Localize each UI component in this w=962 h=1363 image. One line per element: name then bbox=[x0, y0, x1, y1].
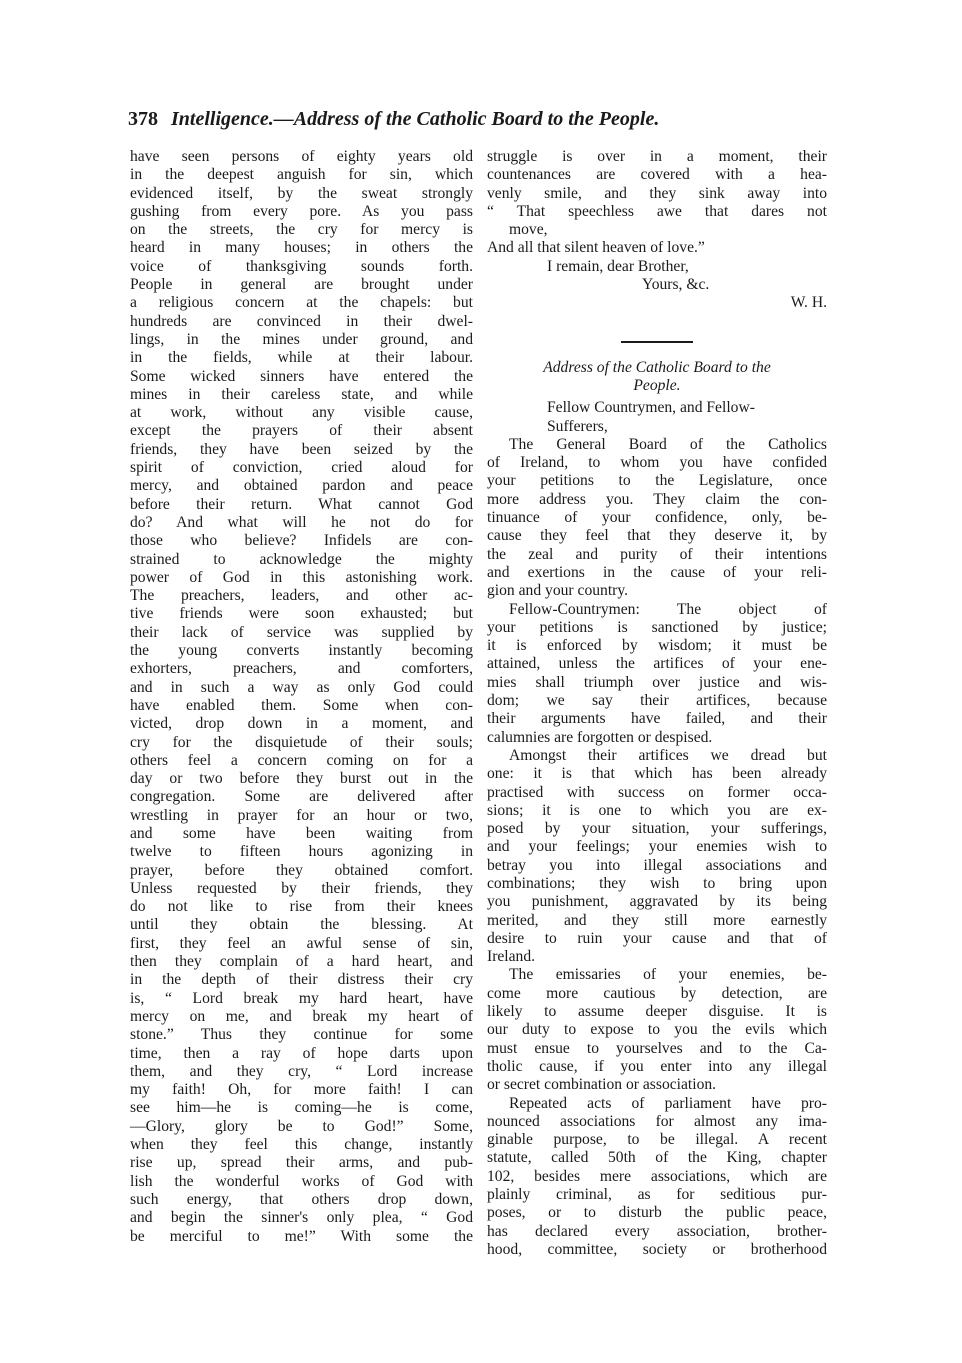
text-line: and exertions in the cause of your reli- bbox=[487, 563, 827, 581]
text-line: must ensue to yourselves and to the Ca- bbox=[487, 1039, 827, 1057]
text-line: have seen persons of eighty years old bbox=[130, 148, 473, 165]
text-line: calumnies are forgotten or despised. bbox=[487, 728, 713, 746]
text-line: except the prayers of their absent bbox=[130, 422, 473, 440]
text-line: lings, in the mines under ground, and bbox=[130, 330, 473, 348]
text-line: friends, they have been seized by the bbox=[130, 440, 473, 458]
right-column bbox=[487, 148, 827, 1259]
text-line: struggle is over in a moment, their bbox=[487, 148, 827, 165]
text-line: likely to assume deeper disguise. It is bbox=[487, 1003, 827, 1021]
closing-line: Yours, &c. bbox=[642, 276, 710, 294]
text-line: in the depth of their distress their cry bbox=[130, 971, 473, 989]
text-line: —Glory, glory be to God!” Some, bbox=[130, 1117, 473, 1135]
text-line: plainly criminal, as for seditious pur- bbox=[487, 1186, 827, 1204]
text-line: be merciful to me!” With some the bbox=[130, 1227, 473, 1245]
text-line: before their return. What cannot God bbox=[130, 495, 473, 513]
text-line: mies shall triumph over justice and wis- bbox=[487, 673, 827, 691]
text-line: The preachers, leaders, and other ac- bbox=[130, 587, 473, 605]
text-line: it is enforced by wisdom; it must be bbox=[487, 637, 827, 655]
text-line: gion and your country. bbox=[487, 582, 629, 600]
text-line: power of God in this astonishing work. bbox=[130, 568, 473, 586]
text-line: until they obtain the blessing. At bbox=[130, 916, 473, 934]
text-line: exhorters, preachers, and comforters, bbox=[130, 660, 473, 678]
text-line: “ That speechless awe that dares not bbox=[487, 202, 827, 220]
text-line: tinuance of your confidence, only, be- bbox=[487, 509, 827, 527]
text-line: hundreds are convinced in their dwel- bbox=[130, 312, 473, 330]
text-line: Some wicked sinners have entered the bbox=[130, 367, 473, 385]
text-line: attained, unless the artifices of your ene- bbox=[487, 655, 827, 673]
text-line: 102, besides mere associations, which are bbox=[487, 1167, 827, 1185]
text-line: heard in many houses; in others the bbox=[130, 239, 473, 257]
article-title: People. bbox=[633, 376, 681, 394]
text-line: see him—he is coming—he is come, bbox=[130, 1099, 473, 1117]
text-line: mercy, and obtained pardon and peace bbox=[130, 477, 473, 495]
text-line: victed, drop down in a moment, and bbox=[130, 715, 473, 733]
text-line: such energy, that others drop down, bbox=[130, 1190, 473, 1208]
text-line: a religious concern at the chapels: but bbox=[130, 294, 473, 312]
text-line: nounced associations for almost any ima- bbox=[487, 1112, 827, 1130]
text-line: them, and they cry, “ Lord increase bbox=[130, 1062, 473, 1080]
text-line: one: it is that which has been already bbox=[487, 765, 827, 783]
text-line: those who believe? Infidels are con- bbox=[130, 532, 473, 550]
text-line: Repeated acts of parliament have pro- bbox=[509, 1094, 827, 1112]
text-line: voice of thanksgiving sounds forth. bbox=[130, 257, 473, 275]
text-line: statute, called 50th of the King, chapter bbox=[487, 1149, 827, 1167]
text-line: ginable purpose, to be illegal. A recent bbox=[487, 1131, 827, 1149]
left-column bbox=[130, 148, 473, 1246]
text-line: on the streets, the cry for mercy is bbox=[130, 221, 473, 239]
text-line: in the deepest anguish for sin, which bbox=[130, 166, 473, 184]
text-line: and begin the sinner's only plea, “ God bbox=[130, 1209, 473, 1227]
text-line: evidenced itself, by the sweat strongly bbox=[130, 184, 473, 202]
text-line: Fellow-Countrymen: The object of bbox=[509, 600, 827, 618]
text-line: in the fields, while at their labour. bbox=[130, 349, 473, 367]
text-line: The emissaries of your enemies, be- bbox=[509, 966, 827, 984]
text-line: cry for the disquietude of their souls; bbox=[130, 733, 473, 751]
text-line: and your feelings; your enemies wish to bbox=[487, 838, 827, 856]
text-line: has declared every association, brother- bbox=[487, 1222, 827, 1240]
salutation: Sufferers, bbox=[547, 417, 608, 435]
text-line: your petitions is sanctioned by justice; bbox=[487, 618, 827, 636]
text-line: first, they feel an awful sense of sin, bbox=[130, 934, 473, 952]
text-line: sions; it is one to which you are ex- bbox=[487, 801, 827, 819]
text-line: The General Board of the Catholics bbox=[509, 435, 827, 453]
text-line: People in general are brought under bbox=[130, 276, 473, 294]
text-line: and some have been waiting from bbox=[130, 824, 473, 842]
closing-line: I remain, dear Brother, bbox=[547, 257, 689, 275]
text-line: Ireland. bbox=[487, 948, 536, 966]
text-line: combinations; they wish to bring upon bbox=[487, 874, 827, 892]
text-line: prayer, before they obtained comfort. bbox=[130, 861, 473, 879]
text-line: you punishment, aggravated by its being bbox=[487, 893, 827, 911]
text-line: time, then a ray of hope darts upon bbox=[130, 1044, 473, 1062]
text-line: poses, or to disturb the public peace, bbox=[487, 1204, 827, 1222]
text-line: move, bbox=[509, 221, 548, 239]
text-line: tholic cause, if you enter into any illegal bbox=[487, 1057, 827, 1075]
text-line: when they feel this change, instantly bbox=[130, 1136, 473, 1154]
text-line: do? And what will he not do for bbox=[130, 513, 473, 531]
text-line: desire to ruin your cause and that of bbox=[487, 929, 827, 947]
text-line: venly smile, and they sink away into bbox=[487, 184, 827, 202]
text-line: practised with success on former occa- bbox=[487, 783, 827, 801]
text-line: stone.” Thus they continue for some bbox=[130, 1026, 473, 1044]
text-line: Amongst their artifices we dread but bbox=[509, 746, 827, 764]
text-line: spirit of conviction, cried aloud for bbox=[130, 459, 473, 477]
text-line: And all that silent heaven of love.” bbox=[487, 239, 705, 257]
text-line: rise up, spread their arms, and pub- bbox=[130, 1154, 473, 1172]
text-line: dom; we say their artifices, because bbox=[487, 692, 827, 710]
text-line: the zeal and purity of their intentions bbox=[487, 545, 827, 563]
text-line: day or two before they burst out in the bbox=[130, 770, 473, 788]
salutation: Fellow Countrymen, and Fellow- bbox=[547, 399, 755, 417]
page-number: 378 bbox=[128, 108, 158, 130]
text-line: merited, and they still more earnestly bbox=[487, 911, 827, 929]
text-line: come more cautious by detection, are bbox=[487, 984, 827, 1002]
text-line: the young converts instantly becoming bbox=[130, 642, 473, 660]
text-line: hood, committee, society or brotherhood bbox=[487, 1240, 827, 1258]
text-line: congregation. Some are delivered after bbox=[130, 788, 473, 806]
text-line: strained to acknowledge the mighty bbox=[130, 550, 473, 568]
text-line: wrestling in prayer for an hour or two, bbox=[130, 806, 473, 824]
text-line: their arguments have failed, and their bbox=[487, 710, 827, 728]
text-line: do not like to rise from their knees bbox=[130, 898, 473, 916]
running-title: Intelligence.—Address of the Catholic Board to the People. bbox=[171, 108, 660, 130]
text-line: lish the wonderful works of God with bbox=[130, 1172, 473, 1190]
text-line: others feel a concern coming on for a bbox=[130, 751, 473, 769]
signature: W. H. bbox=[790, 294, 827, 312]
text-line: of Ireland, to whom you have confided bbox=[487, 454, 827, 472]
text-line: at work, without any visible cause, bbox=[130, 404, 473, 422]
text-line: betray you into illegal associations and bbox=[487, 856, 827, 874]
text-line: mercy on me, and break my heart of bbox=[130, 1007, 473, 1025]
text-line: and in such a way as only God could bbox=[130, 678, 473, 696]
text-line: posed by your situation, your sufferings, bbox=[487, 820, 827, 838]
text-line: our duty to expose to you the evils which bbox=[487, 1021, 827, 1039]
text-line: tive friends were soon exhausted; but bbox=[130, 605, 473, 623]
text-line: Unless requested by their friends, they bbox=[130, 879, 473, 897]
text-line: twelve to fifteen hours agonizing in bbox=[130, 843, 473, 861]
text-line: my faith! Oh, for more faith! I can bbox=[130, 1081, 473, 1099]
text-line: countenances are covered with a hea- bbox=[487, 166, 827, 184]
text-line: then they complain of a hard heart, and bbox=[130, 953, 473, 971]
article-title: Address of the Catholic Board to the bbox=[543, 358, 771, 376]
text-line: have enabled them. Some when con- bbox=[130, 696, 473, 714]
text-line: your petitions to the Legislature, once bbox=[487, 472, 827, 490]
text-line: more address you. They claim the con- bbox=[487, 490, 827, 508]
text-line: their lack of service was supplied by bbox=[130, 623, 473, 641]
text-line: is, “ Lord break my hard heart, have bbox=[130, 989, 473, 1007]
text-line: or secret combination or association. bbox=[487, 1076, 717, 1094]
section-divider bbox=[621, 341, 693, 343]
text-line: cause they feel that they deserve it, by bbox=[487, 527, 827, 545]
text-line: mines in their careless state, and while bbox=[130, 385, 473, 403]
running-header bbox=[128, 108, 828, 140]
text-line: gushing from every pore. As you pass bbox=[130, 202, 473, 220]
